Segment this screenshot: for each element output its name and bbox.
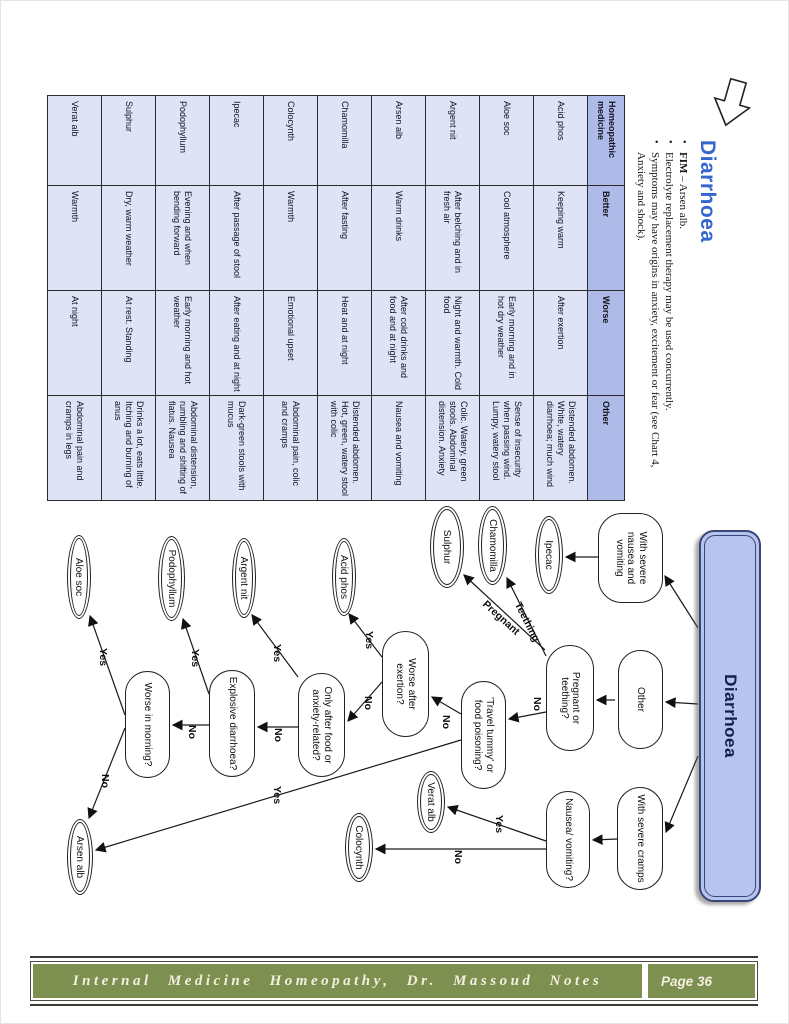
- cell-other: Abdominal pain and cramps in legs: [48, 396, 102, 501]
- cell-better: Warmth: [48, 186, 102, 291]
- remedy-aloe-soc: Aloe soc: [67, 535, 91, 619]
- cell-better: Warmth: [264, 186, 318, 291]
- cell-medicine: Ipecac: [210, 96, 264, 186]
- header-medicine: Homeopathic medicine: [588, 96, 625, 186]
- bullet-text: – Arsen alb.: [677, 173, 689, 229]
- bullet-marker: •: [664, 140, 675, 144]
- bullet-text: Symptoms may have origins in anxiety, excitement or fear (see Chart 4, Anxiety and shock).: [635, 152, 661, 468]
- cell-better: Dry, warm weather: [102, 186, 156, 291]
- remedy-sulphur: Sulphur: [430, 506, 464, 588]
- cell-medicine: Argent nit: [426, 96, 480, 186]
- edge-label-no: No: [531, 697, 543, 711]
- page-title: Diarrhoea: [696, 140, 719, 243]
- edge-label-teething: Teething: [511, 600, 543, 644]
- cell-better: After fasting: [318, 186, 372, 291]
- cell-worse: Early morning and hot weather: [156, 291, 210, 396]
- cell-better: Evening and when bending forward: [156, 186, 210, 291]
- bullet-marker: •: [678, 140, 689, 144]
- node-diarrhoea-root: Diarrhoea: [699, 530, 761, 902]
- remedy-acid-phos: Acid phos: [332, 538, 356, 616]
- cell-other: Distended abdomen. White, watery diarrhoea; much wind: [534, 396, 588, 501]
- edge-label-no: No: [362, 696, 374, 710]
- cell-other: Sense of insecurity when passing wind. Lumpy, watery stool: [480, 396, 534, 501]
- node-other: Other: [618, 650, 663, 749]
- bullet-marker: •: [650, 140, 661, 144]
- cell-better: After passage of stool: [210, 186, 264, 291]
- cell-medicine: Sulphur: [102, 96, 156, 186]
- header-other: Other: [588, 396, 625, 501]
- cell-worse: At rest. Standing: [102, 291, 156, 396]
- cell-other: Nausea and vomiting: [372, 396, 426, 501]
- edge-label-no: No: [272, 728, 284, 742]
- edge-label-no: No: [186, 725, 198, 739]
- edge-label-yes: Yes: [363, 630, 375, 650]
- footer-title: Internal Medicine Homeopathy, Dr. Massoud Notes: [33, 964, 642, 998]
- edge-label-yes: Yes: [271, 785, 283, 805]
- bullet-text: Electrolyte replacement therapy may be used concurrently.: [663, 152, 675, 411]
- edge-label-no: No: [99, 774, 111, 788]
- remedy-colocynth: Colocynth: [345, 813, 373, 882]
- remedy-podophyllum: Podophyllum: [158, 536, 185, 621]
- remedy-arsen-alb: Arsen alb: [67, 819, 93, 895]
- cell-medicine: Aloe soc: [480, 96, 534, 186]
- remedy-chamomilla: Chamomilla: [478, 506, 507, 585]
- edge-label-no: No: [440, 715, 452, 729]
- node-worse-morning: Worse in morning?: [125, 671, 170, 778]
- node-explosive-diarrhoea: Explosive diarrhoea?: [209, 670, 255, 777]
- cell-worse: Early morning and in hot dry weather: [480, 291, 534, 396]
- node-nausea-vomiting: Nausea/ vomiting?: [546, 791, 590, 888]
- node-travel-tummy: 'Travel tummy' or food poisoning?: [461, 681, 506, 789]
- edge-label-yes: Yes: [493, 814, 505, 834]
- cell-worse: After cold drinks and food and at night: [372, 291, 426, 396]
- cell-other: Abdominal pain, colic and cramps: [264, 396, 318, 501]
- edge-label-no: No: [452, 850, 464, 864]
- node-severe-nausea: With severe nausea and vomiting: [598, 513, 663, 603]
- cell-better: Warm drinks: [372, 186, 426, 291]
- header-better: Better: [588, 186, 625, 291]
- cell-other: Drinks a lot, eats little. Itching and burning of anus: [102, 396, 156, 501]
- bullet-bold-text: FIM: [677, 152, 689, 174]
- cell-medicine: Arsen alb: [372, 96, 426, 186]
- cell-medicine: Acid phos: [534, 96, 588, 186]
- cell-medicine: Podophyllum: [156, 96, 210, 186]
- cell-medicine: Chamomilla: [318, 96, 372, 186]
- remedy-argent-nit: Argent nit: [232, 538, 256, 618]
- node-only-food-anxiety: Only after food or anxiety-related?: [298, 673, 345, 777]
- edge-label-yes: Yes: [271, 643, 283, 663]
- edge-label-yes: Yes: [97, 647, 109, 667]
- cell-worse: After exertion: [534, 291, 588, 396]
- cell-worse: After eating and at night: [210, 291, 264, 396]
- remedy-verat-alb: Verat alb: [417, 771, 445, 833]
- edge-label-pregnant: Pregnant: [480, 598, 522, 638]
- cell-medicine: Verat alb: [48, 96, 102, 186]
- node-pregnant-teething: Pregnant or teething?: [546, 645, 594, 751]
- cell-worse: Heat and at night: [318, 291, 372, 396]
- cell-other: Dark-green stools with mucus: [210, 396, 264, 501]
- cell-worse: Night and warmth. Cold food: [426, 291, 480, 396]
- edge-label-yes: Yes: [189, 648, 201, 668]
- node-worse-exertion: Worse after exertion?: [382, 631, 429, 737]
- page-number: Page 36: [648, 964, 755, 998]
- remedy-ipecac: Ipecac: [535, 516, 563, 594]
- footer-bar: [30, 961, 758, 1001]
- page-footer: [30, 956, 758, 1006]
- cell-worse: Emotional upset: [264, 291, 318, 396]
- cell-worse: At night: [48, 291, 102, 396]
- cell-other: Colic. Watery, green stools. Abdominal distension. Anxiety: [426, 396, 480, 501]
- cell-better: Cool atmosphere: [480, 186, 534, 291]
- cell-other: Distended abdomen. Hot, green, watery stool with colic: [318, 396, 372, 501]
- cell-better: Keeping warm: [534, 186, 588, 291]
- cell-medicine: Colocynth: [264, 96, 318, 186]
- cell-better: After belching and in fresh air: [426, 186, 480, 291]
- header-worse: Worse: [588, 291, 625, 396]
- cell-other: Abdominal distension, rumbling and shifting of flatus. Nausea: [156, 396, 210, 501]
- node-severe-cramps: With severe cramps: [617, 787, 663, 890]
